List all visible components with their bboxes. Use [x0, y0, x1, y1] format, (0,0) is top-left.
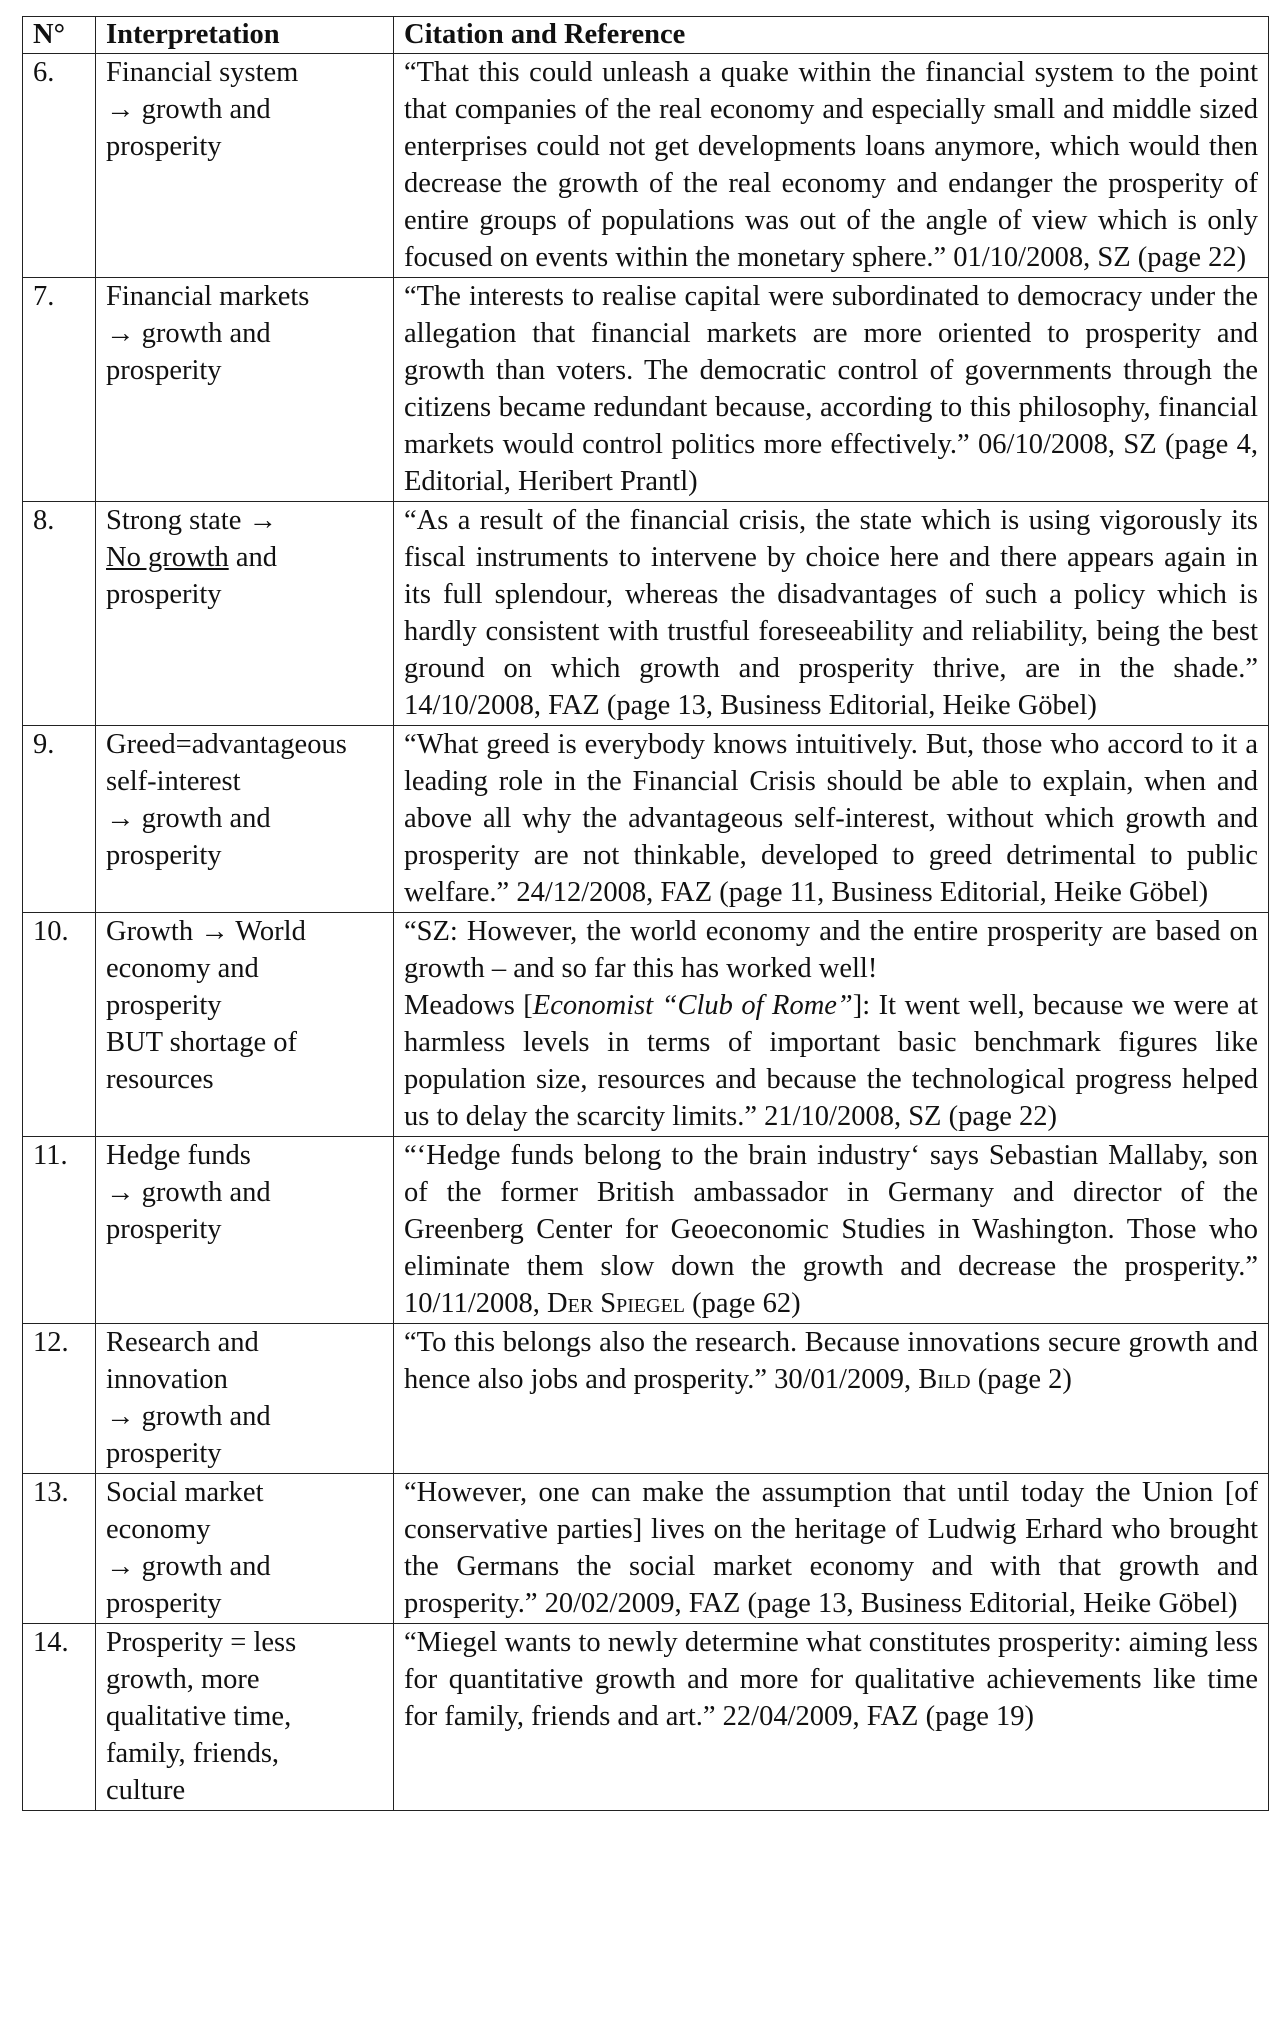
- interpretation-line: prosperity: [106, 1438, 222, 1469]
- interpretation-line: resources: [106, 1064, 214, 1095]
- citation-text: “SZ: However, the world economy and the entire prosperity are based on growth – and so far this has worked well!: [404, 916, 1258, 984]
- interpretation-line: Research and: [106, 1327, 259, 1358]
- interpretation-line: → growth and: [106, 1401, 271, 1432]
- table-row: [23, 1624, 1269, 1811]
- row-number: 10.: [23, 913, 96, 1137]
- interpretation-line: → growth and: [106, 318, 271, 349]
- interpretation-line: [106, 539, 383, 576]
- interpretation-line: Prosperity = less: [106, 1627, 297, 1658]
- interpretation-line: growth, more: [106, 1664, 260, 1695]
- interpretation-line: economy and: [106, 953, 259, 984]
- interpretation-line: BUT shortage of: [106, 1027, 298, 1058]
- underlined-no-growth: No growth: [106, 542, 229, 573]
- header-citation: Citation and Reference: [394, 17, 1269, 54]
- table-row: [23, 502, 1269, 726]
- row-number: 13.: [23, 1474, 96, 1624]
- interpretation-line: prosperity: [106, 1588, 222, 1619]
- row-number: 12.: [23, 1324, 96, 1474]
- row-number: 14.: [23, 1624, 96, 1811]
- citation-cell: “Miegel wants to newly determine what constitutes prosperity: aiming less for quantitative growth and more for qualitative achievements like time for family, friends and art.” 22/04/2009, FAZ (page 19): [394, 1624, 1269, 1811]
- table-row: [23, 726, 1269, 913]
- interpretation-fragment: and: [228, 542, 277, 573]
- citation-table: [22, 16, 1269, 1811]
- citation-cell: “However, one can make the assumption that until today the Union [of conservative parties] lives on the heritage of Ludwig Erhard who brought the Germans the social market economy and with that growth and prosperity.” 20/02/2009, FAZ (page 13, Business Editorial, Heike Göbel): [394, 1474, 1269, 1624]
- citation-cell: “As a result of the financial crisis, the state which is using vigorously its fiscal instruments to intervene by choice here and there appears again in its full splendour, whereas the disadvantages of such a policy which is hardly consistent with trustful foreseeability and reliability, being the best ground on which growth and prosperity thrive, are in the shade.” 14/10/2008, FAZ (page 13, Business Editorial, Heike Göbel): [394, 502, 1269, 726]
- interpretation-line: innovation: [106, 1364, 228, 1395]
- interpretation-line: qualitative time,: [106, 1701, 292, 1732]
- citation-italic: Economist “Club of Rome”: [532, 990, 853, 1021]
- interpretation-line: prosperity: [106, 1214, 222, 1245]
- interpretation-cell: [96, 1474, 394, 1624]
- row-number: 11.: [23, 1137, 96, 1324]
- interpretation-cell: [96, 1137, 394, 1324]
- interpretation-line: Financial system: [106, 57, 299, 88]
- row-number: 6.: [23, 54, 96, 278]
- table-row: [23, 54, 1269, 278]
- citation-cell: “The interests to realise capital were subordinated to democracy under the allegation that financial markets are more oriented to prosperity and growth than voters. The democratic control of governments through the citizens became redundant because, according to this philosophy, financial markets would control politics more effectively.” 06/10/2008, SZ (page 4, Editorial, Heribert Prantl): [394, 278, 1269, 502]
- row-number: 8.: [23, 502, 96, 726]
- citation-text: (page 2): [970, 1364, 1072, 1395]
- interpretation-line: → growth and: [106, 1177, 271, 1208]
- interpretation-cell: [96, 1624, 394, 1811]
- row-number: 7.: [23, 278, 96, 502]
- table-header-row: [23, 17, 1269, 54]
- header-number: N°: [23, 17, 96, 54]
- table-row: [23, 278, 1269, 502]
- citation-text: ]: It went well, because we were at harmless levels in terms of important basic benchmark figures like population size, resources and because the technological progress helped us to delay the scarcity limits.” 21/10/2008, SZ (page 22): [404, 990, 1258, 1132]
- interpretation-line: prosperity: [106, 131, 222, 162]
- interpretation-cell: [96, 1324, 394, 1474]
- interpretation-cell: [96, 913, 394, 1137]
- interpretation-line: Hedge funds: [106, 1140, 251, 1171]
- interpretation-line: Financial markets: [106, 281, 310, 312]
- interpretation-cell: [96, 278, 394, 502]
- citation-text: “‘Hedge funds belong to the brain industry‘ says Sebastian Mallaby, son of the former British ambassador in Germany and director of the Greenberg Center for Geoeconomic Studies in Washington. Those who eliminate them slow down the growth and decrease the prosperity.” 10/11/2008,: [404, 1140, 1258, 1319]
- interpretation-line: prosperity: [106, 840, 222, 871]
- interpretation-line: prosperity: [106, 990, 222, 1021]
- interpretation-line: → growth and: [106, 1551, 271, 1582]
- publication-name: Bild: [918, 1364, 971, 1395]
- interpretation-line: Growth → World: [106, 916, 306, 947]
- row-number: 9.: [23, 726, 96, 913]
- interpretation-line: economy: [106, 1514, 211, 1545]
- publication-name: Der Spiegel: [547, 1288, 686, 1319]
- citation-text: Meadows [: [404, 990, 533, 1021]
- table-row: [23, 1324, 1269, 1474]
- interpretation-line: Social market: [106, 1477, 264, 1508]
- citation-cell: “What greed is everybody knows intuitively. But, those who accord to it a leading role in the Financial Crisis should be able to explain, when and above all why the advantageous self-interest, without which growth and prosperity are not thinkable, developed to greed detrimental to public welfare.” 24/12/2008, FAZ (page 11, Business Editorial, Heike Göbel): [394, 726, 1269, 913]
- interpretation-line: Strong state →: [106, 505, 277, 536]
- interpretation-line: prosperity: [106, 355, 222, 386]
- interpretation-line: → growth and: [106, 803, 271, 834]
- citation-text: (page 62): [685, 1288, 801, 1319]
- header-interpretation: Interpretation: [96, 17, 394, 54]
- interpretation-cell: [96, 502, 394, 726]
- citation-cell: [394, 913, 1269, 1137]
- interpretation-line: → growth and: [106, 94, 271, 125]
- interpretation-cell: [96, 54, 394, 278]
- interpretation-line: prosperity: [106, 579, 222, 610]
- interpretation-line: Greed=advantageous: [106, 729, 347, 760]
- citation-cell: [394, 1324, 1269, 1474]
- interpretation-line: culture: [106, 1775, 186, 1806]
- citation-text: “To this belongs also the research. Because innovations secure growth and hence also jobs and prosperity.” 30/01/2009,: [404, 1327, 1258, 1395]
- citation-cell: [394, 1137, 1269, 1324]
- interpretation-line: self-interest: [106, 766, 241, 797]
- citation-cell: “That this could unleash a quake within the financial system to the point that companies of the real economy and especially small and middle sized enterprises could not get developments loans anymore, which would then decrease the growth of the real economy and endanger the prosperity of entire groups of populations was out of the angle of view which is only focused on events within the monetary sphere.” 01/10/2008, SZ (page 22): [394, 54, 1269, 278]
- interpretation-line: family, friends,: [106, 1738, 280, 1769]
- interpretation-cell: [96, 726, 394, 913]
- table-row: [23, 1137, 1269, 1324]
- table-row: [23, 1474, 1269, 1624]
- table-row: [23, 913, 1269, 1137]
